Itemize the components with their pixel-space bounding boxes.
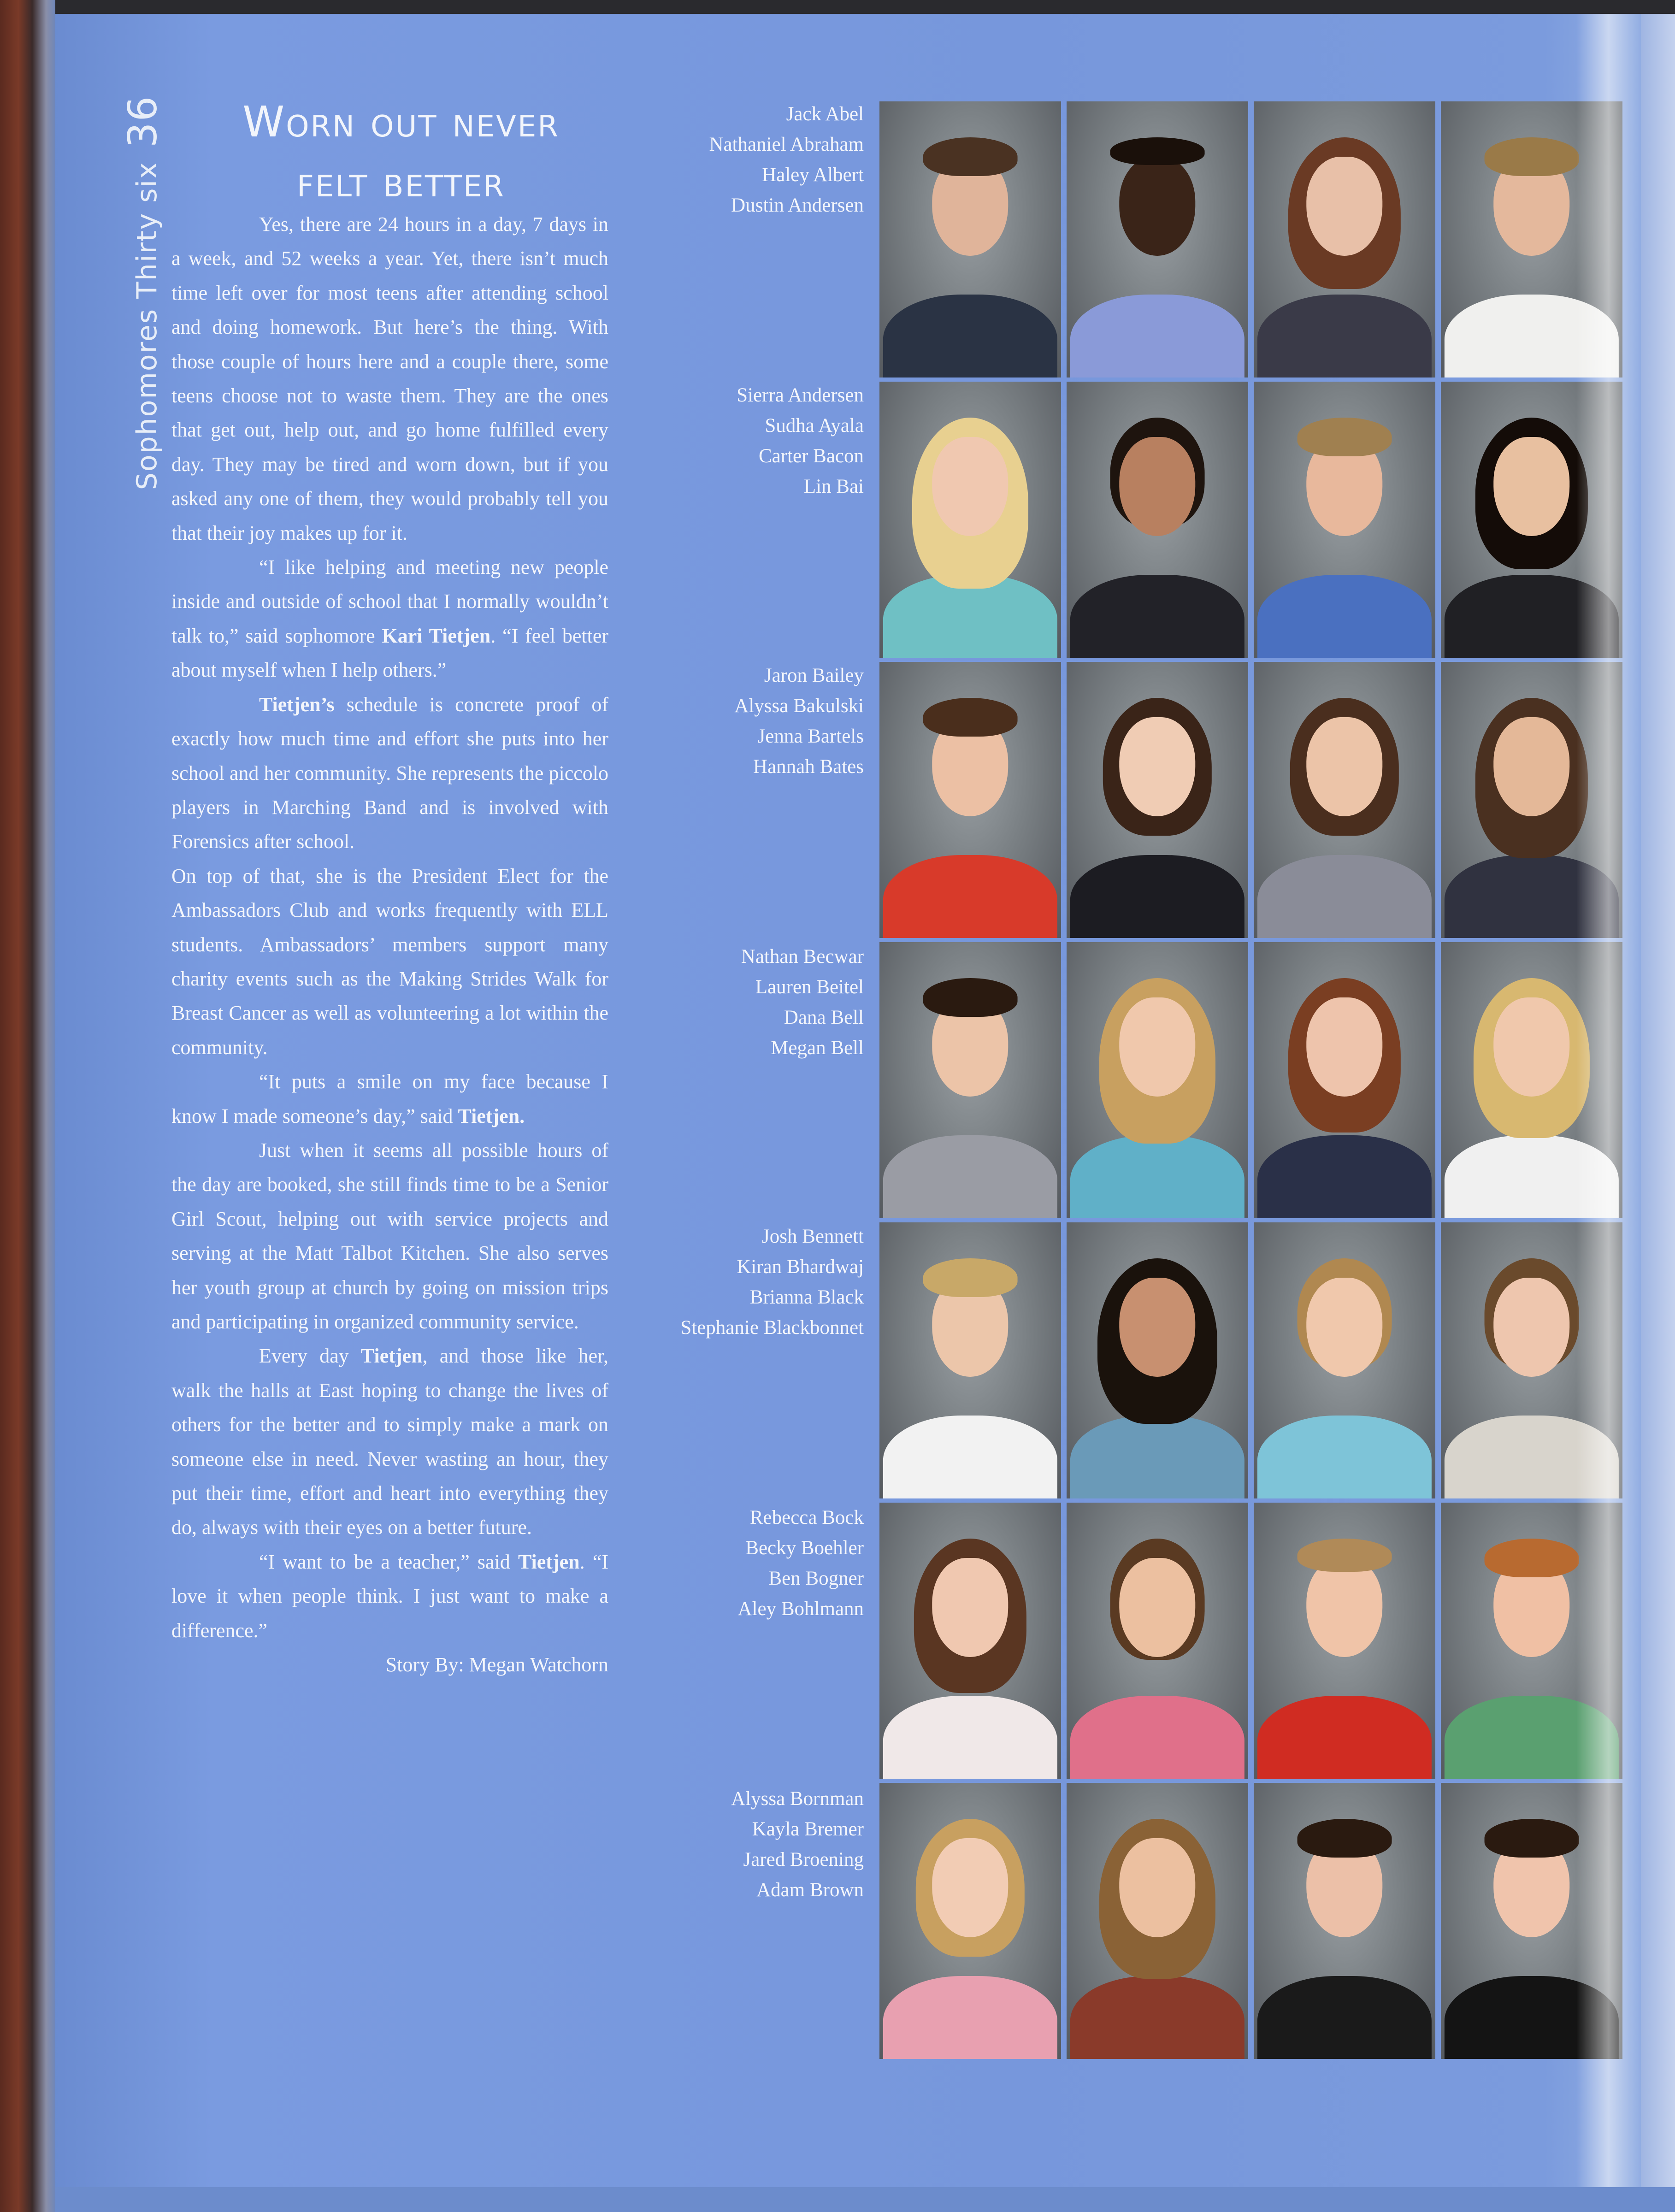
student-portrait [1067,1783,1248,2059]
student-name: Kiran Bhardwaj [737,1256,864,1278]
student-portrait [879,1222,1061,1498]
student-name: Jack Abel [786,103,864,125]
student-name: Sierra Andersen [737,384,864,406]
name-list-row-3 [578,661,864,782]
story-text: “I want to be a teacher,” said [259,1550,518,1573]
story-text: “I like helping and meeting new people inside and outside of school that I normally wouldn’t talk to,” said sophomore [171,556,608,647]
student-name: Kayla Bremer [752,1818,864,1840]
student-portrait [1441,1503,1622,1779]
student-name: Adam Brown [756,1879,864,1901]
name-list-row-5 [578,1221,864,1343]
name-list-row-2 [578,380,864,502]
student-name: Megan Bell [771,1037,864,1059]
student-name: Carter Bacon [758,445,864,467]
story-paragraph [171,688,608,859]
student-name-bold: Kari Tietjen [382,624,491,647]
student-name: Rebecca Bock [749,1507,864,1528]
student-portrait [1254,1503,1435,1779]
portrait-grid [879,101,1622,2059]
student-name: Dana Bell [784,1007,864,1028]
student-portrait [1254,101,1435,378]
student-portrait [1254,662,1435,938]
student-name: Josh Bennett [762,1226,864,1247]
story-body [171,207,608,1682]
student-portrait [1067,101,1248,378]
story-paragraph [171,1545,608,1648]
student-portrait [1254,1222,1435,1498]
student-name: Aley Bohlmann [737,1598,864,1620]
student-name: Stephanie Blackbonnet [680,1317,864,1339]
student-portrait [1254,1783,1435,2059]
student-portrait [1441,382,1622,658]
sidebar-label [120,95,166,490]
title-line-1: Worn out never [242,97,560,147]
student-name: Becky Boehler [745,1537,864,1559]
story-text: Every day [259,1345,361,1368]
story-paragraph [171,1065,608,1133]
story-paragraph [171,1339,608,1545]
student-portrait [879,942,1061,1218]
student-portrait [879,1503,1061,1779]
story-paragraph: Just when it seems all possible hours of the day are booked, she still finds time to be a Senior Girl Scout, helping out with service projects and serving at the Matt Talbot Kitchen. She also serves her youth group at church by going on mission trips and participating in organized community service. [171,1138,608,1333]
student-name: Jaron Bailey [764,665,864,686]
student-name-bold: Tietjen [518,1550,580,1573]
story-text: , and those like her, walk the halls at East hoping to change the lives of others for the better and to simply make a mark on someone else in need. Never wasting an hour, they put their time, effort and heart into everything they do, always with their eyes on a better future. [171,1345,608,1539]
student-portrait [879,382,1061,658]
story-text: “It puts a smile on my face because I know I made someone’s day,” said [171,1070,608,1127]
student-name: Jared Broening [743,1849,864,1870]
story-paragraph: Yes, there are 24 hours in a day, 7 days in a week, and 52 weeks a year. Yet, there isn’t much time left over for most teens after attending school and doing homework. But here’s the thing. With those couple of hours here and a couple there, some teens choose not to waste them. They are the ones that get out, help out, and go home fulfilled every day. They may be tired and worn down, but if you asked any one of them, they would probably tell you that their joy makes up for it. [171,213,608,544]
student-name: Jenna Bartels [757,726,864,747]
story-paragraph: On top of that, she is the President Elect for the Ambassadors Club and works frequently with ELL students. Ambassadors’ members support many charity events such as the Making Strides Walk for Breast Cancer as well as volunteering a lot within the community. [171,864,608,1059]
student-name: Ben Bogner [768,1568,864,1589]
student-portrait [879,662,1061,938]
student-name: Hannah Bates [753,756,864,778]
page-bottom-edge [51,2187,1675,2212]
story-text: . “I love it when people think. I just want to make a difference.” [171,1550,608,1642]
story-paragraph [171,550,608,688]
student-name-bold: Tietjen. [458,1104,525,1127]
student-portrait [879,101,1061,378]
story-text: . “I feel better about myself when I help others.” [171,624,609,682]
student-name: Nathan Becwar [741,946,864,967]
story-byline: Story By: Megan Watchorn [385,1653,608,1676]
name-list-row-7 [578,1784,864,1905]
section-sidebar [106,55,180,530]
student-name-bold: Tietjen [360,1345,423,1368]
story-text: schedule is concrete proof of exactly how much time and effort she puts into her school and her community. She represents the piccolo players in Marching Band and is involved with Forensics after school. [171,693,608,853]
student-name: Alyssa Bakulski [734,695,864,717]
student-portrait [879,1783,1061,2059]
student-portrait [1067,382,1248,658]
student-name: Alyssa Bornman [731,1788,864,1810]
name-list-row-4 [578,942,864,1063]
student-name: Sudha Ayala [765,415,864,437]
student-name: Brianna Black [749,1286,864,1308]
student-portrait [1067,1503,1248,1779]
student-portrait [1067,1222,1248,1498]
student-portrait [1441,1783,1622,2059]
student-name: Nathaniel Abraham [709,134,864,155]
section-name: Sophomores Thirty six [131,161,163,490]
student-portrait [1441,1222,1622,1498]
student-portrait [1254,382,1435,658]
student-name-bold: Tietjen’s [259,693,335,716]
student-name: Lauren Beitel [755,976,864,998]
student-portrait [1067,942,1248,1218]
page-edge [1641,14,1675,2187]
student-portrait [1254,942,1435,1218]
student-portrait [1067,662,1248,938]
name-list-row-6 [578,1503,864,1624]
scan-top-edge [0,0,1675,14]
title-line-2: felt better [297,157,505,206]
page-number: 36 [120,95,166,148]
student-portrait [1441,662,1622,938]
student-portrait [1441,942,1622,1218]
story-title [194,92,608,212]
student-name: Haley Albert [762,164,864,186]
name-list-row-1 [578,99,864,221]
student-name: Dustin Andersen [731,195,864,216]
student-name: Lin Bai [803,476,864,497]
book-binding [0,0,55,2212]
student-portrait [1441,101,1622,378]
